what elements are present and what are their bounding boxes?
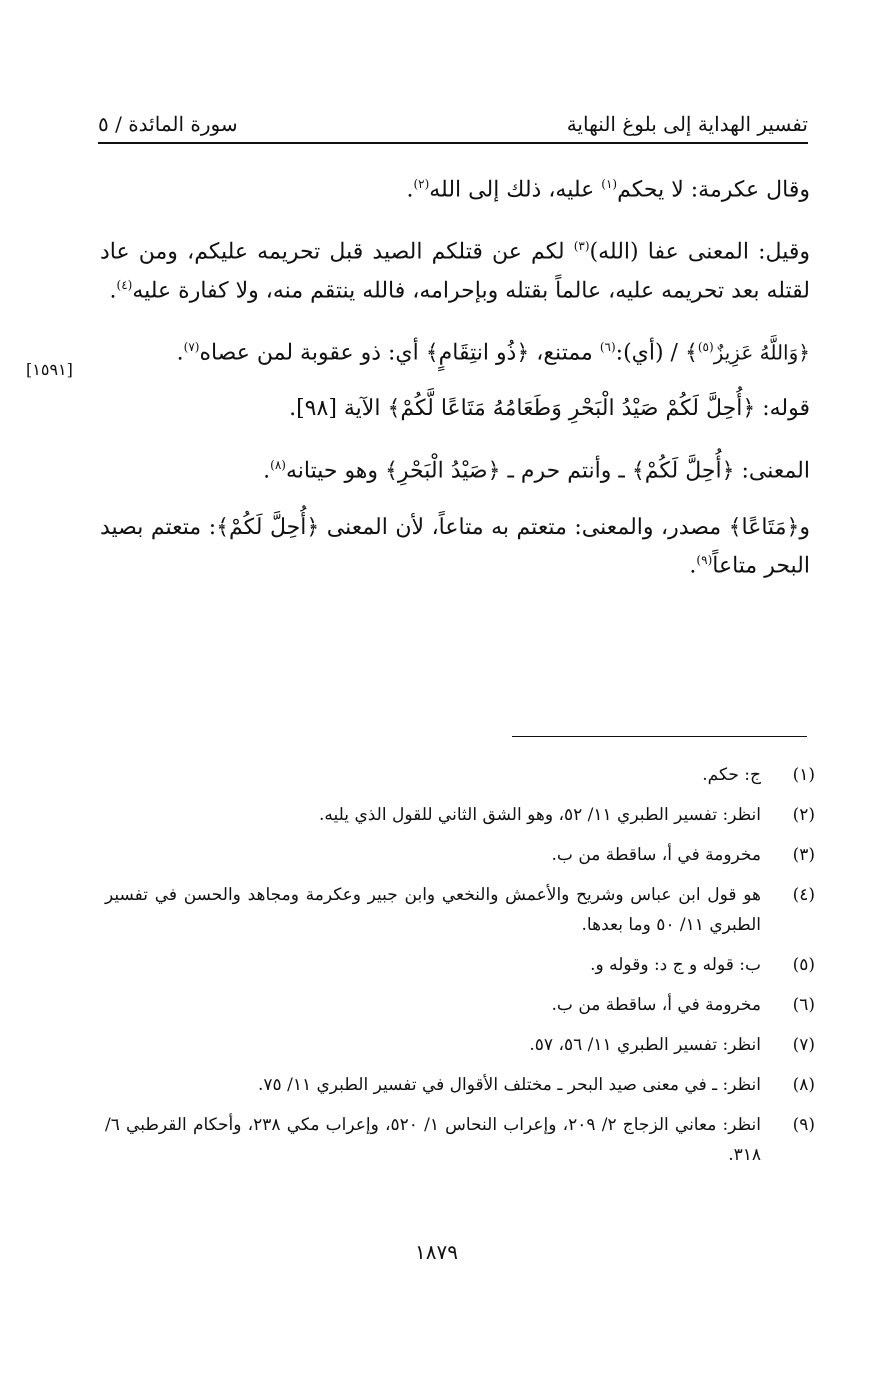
- text-run: ممتنع، ﴿ذُو انتِقَامٍ﴾ أي: ذو عقوبة لمن عصاه: [199, 340, 600, 366]
- text-run: و﴿مَتَاعًا﴾ مصدر، والمعنى: متعتم به متاعاً، لأن المعنى ﴿أُحِلَّ لَكُمْ﴾: متعتم بصيد البحر متاعاً: [100, 514, 810, 578]
- footnote: [105, 800, 815, 830]
- footnote-ref: (٨): [270, 458, 286, 473]
- paragraph: [100, 230, 810, 307]
- text-run: المعنى: ﴿أُحِلَّ لَكُمْ﴾ ـ وأنتم حرم ـ ﴿صَيْدُ الْبَحْرِ﴾ وهو حيتانه: [285, 458, 810, 484]
- footnote-number: (٣): [792, 845, 815, 865]
- footnote-text: هو قول ابن عباس وشريح والأعمش والنخعي وابن جبير وعكرمة ومجاهد والحسن في تفسير الطبري ١١/ ٥٠ وما بعدها.: [105, 885, 761, 935]
- footnote-number: (٩): [792, 1115, 815, 1135]
- footnote-text: ب: قوله و ج د: وقوله و.: [590, 955, 761, 975]
- text-run: وقيل: المعنى عفا (الله): [589, 239, 810, 265]
- main-text: [100, 168, 810, 606]
- footnote-text: ج: حكم.: [702, 765, 761, 785]
- text-run: .: [263, 458, 271, 484]
- paragraph: [100, 168, 810, 206]
- manuscript-folio-marker: [١٥٩١]: [26, 360, 73, 379]
- text-run: .: [689, 552, 697, 578]
- paragraph: [100, 331, 810, 369]
- footnote: [105, 1110, 815, 1170]
- running-header: [98, 100, 808, 144]
- footnote: [105, 990, 815, 1020]
- paragraph: [100, 393, 810, 425]
- text-run: .: [406, 177, 414, 203]
- footnote-text: انظر: تفسير الطبري ١١/ ٥٢، وهو الشق الثاني للقول الذي يليه.: [319, 805, 761, 825]
- paragraph: [100, 512, 810, 582]
- paragraph: [100, 449, 810, 487]
- footnote-ref: (٩): [696, 552, 713, 567]
- footnote-ref: (٤): [116, 277, 133, 292]
- footnote-number: (١): [792, 765, 815, 785]
- footnote: [105, 840, 815, 870]
- footnote-ref: (٢): [413, 177, 430, 191]
- text-run: قوله: ﴿أُحِلَّ لَكُمْ صَيْدُ الْبَحْرِ وَطَعَامُهُ مَتَاعًا لَّكُمْ﴾ الآية [٩٨].: [289, 396, 810, 422]
- footnote: [105, 1030, 815, 1060]
- footnote-number: (٢): [792, 805, 815, 825]
- text-run: عليه، ذلك إلى الله: [429, 177, 602, 203]
- footnote-ref: (٧): [183, 339, 200, 354]
- footnote-number: (٧): [792, 1035, 815, 1055]
- footnote-number: (٤): [792, 885, 815, 905]
- text-run: لكم عن قتلكم الصيد قبل تحريمه عليكم، ومن عاد لقتله بعد تحريمه عليه، عالماً بقتله وبإحرامه، فالله ينتقم منه، ولا كفارة عليه: [100, 239, 810, 303]
- surah-label: سورة المائدة / ٥: [98, 112, 238, 136]
- footnote-number: (٨): [792, 1075, 815, 1095]
- footnote-ref: (٦): [599, 339, 616, 354]
- footnote-number: (٥): [792, 955, 815, 975]
- book-title: تفسير الهداية إلى بلوغ النهاية: [566, 112, 808, 136]
- text-run: .: [109, 277, 117, 303]
- footnote-text: مخرومة في أ، ساقطة من ب.: [551, 845, 761, 865]
- page-number: ١٨٧٩: [415, 1240, 458, 1264]
- footnote-ref: (١): [601, 177, 618, 191]
- text-run: ﴾ / (أي):: [615, 340, 698, 366]
- footnote-text: انظر: تفسير الطبري ١١/ ٥٦، ٥٧.: [529, 1035, 761, 1055]
- footnote-text: مخرومة في أ، ساقطة من ب.: [551, 995, 761, 1015]
- quran-quote: ﴿وَاللَّهُ عَزِيزٌ: [713, 340, 810, 365]
- text-run: وقال عكرمة: لا يحكم: [617, 177, 810, 203]
- footnotes: [105, 760, 815, 1180]
- footnote-ref: (٣): [573, 239, 590, 254]
- text-run: .: [176, 340, 184, 366]
- footnote-ref: (٥): [697, 339, 714, 354]
- footnote-number: (٦): [792, 995, 815, 1015]
- footnote: [105, 1070, 815, 1100]
- footnote: [105, 880, 815, 940]
- footnote-text: انظر: معاني الزجاج ٢/ ٢٠٩، وإعراب النحاس ١/ ٥٢٠، وإعراب مكي ٢٣٨، وأحكام القرطبي ٦/ ٣١٨.: [105, 1115, 761, 1165]
- footnote: [105, 950, 815, 980]
- footnote-divider: [512, 736, 807, 737]
- footnote: [105, 760, 815, 790]
- footnote-text: انظر: ـ في معنى صيد البحر ـ مختلف الأقوال في تفسير الطبري ١١/ ٧٥.: [258, 1075, 761, 1095]
